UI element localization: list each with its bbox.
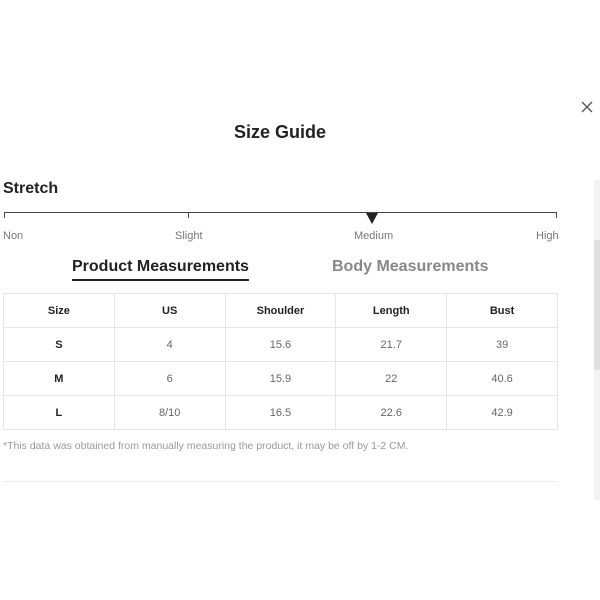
cell-shoulder: 15.6 (225, 328, 336, 362)
header-shoulder: Shoulder (225, 294, 336, 328)
tab-body-measurements[interactable]: Body Measurements (332, 258, 489, 275)
header-us: US (114, 294, 225, 328)
table-header-row (4, 294, 558, 328)
tab-product-measurements[interactable]: Product Measurements (72, 258, 249, 281)
cell-size: S (4, 328, 115, 362)
stretch-label-slight: Slight (175, 230, 203, 242)
table-row (4, 362, 558, 396)
table-row (4, 396, 558, 430)
header-bust: Bust (447, 294, 558, 328)
stretch-label-non: Non (3, 230, 24, 242)
header-size: Size (4, 294, 115, 328)
size-table (3, 293, 558, 430)
divider (3, 481, 558, 482)
cell-bust: 40.6 (447, 362, 558, 396)
cell-bust: 42.9 (447, 396, 558, 430)
cell-us: 8/10 (114, 396, 225, 430)
measurement-note: *This data was obtained from manually measuring the product, it may be off by 1-2 CM. (3, 440, 409, 452)
cell-shoulder: 15.9 (225, 362, 336, 396)
close-icon[interactable] (578, 98, 596, 116)
stretch-scale-line (4, 212, 557, 213)
cell-length: 21.7 (336, 328, 447, 362)
cell-us: 4 (114, 328, 225, 362)
header-length: Length (336, 294, 447, 328)
stretch-label-medium: Medium (354, 230, 394, 242)
cell-size: M (4, 362, 115, 396)
stretch-marker-triangle-down-icon (366, 213, 378, 224)
cell-length: 22.6 (336, 396, 447, 430)
cell-bust: 39 (447, 328, 558, 362)
cell-size: L (4, 396, 115, 430)
close-button[interactable] (578, 98, 596, 116)
stretch-heading: Stretch (3, 180, 59, 197)
cell-shoulder: 16.5 (225, 396, 336, 430)
scrollbar-thumb[interactable] (594, 240, 600, 370)
stretch-tick-non (4, 212, 5, 218)
stretch-label-high: High (536, 230, 559, 242)
table-row (4, 328, 558, 362)
cell-length: 22 (336, 362, 447, 396)
page-title: Size Guide (233, 122, 327, 142)
stretch-tick-slight (188, 212, 189, 218)
stretch-tick-high (556, 212, 557, 218)
cell-us: 6 (114, 362, 225, 396)
